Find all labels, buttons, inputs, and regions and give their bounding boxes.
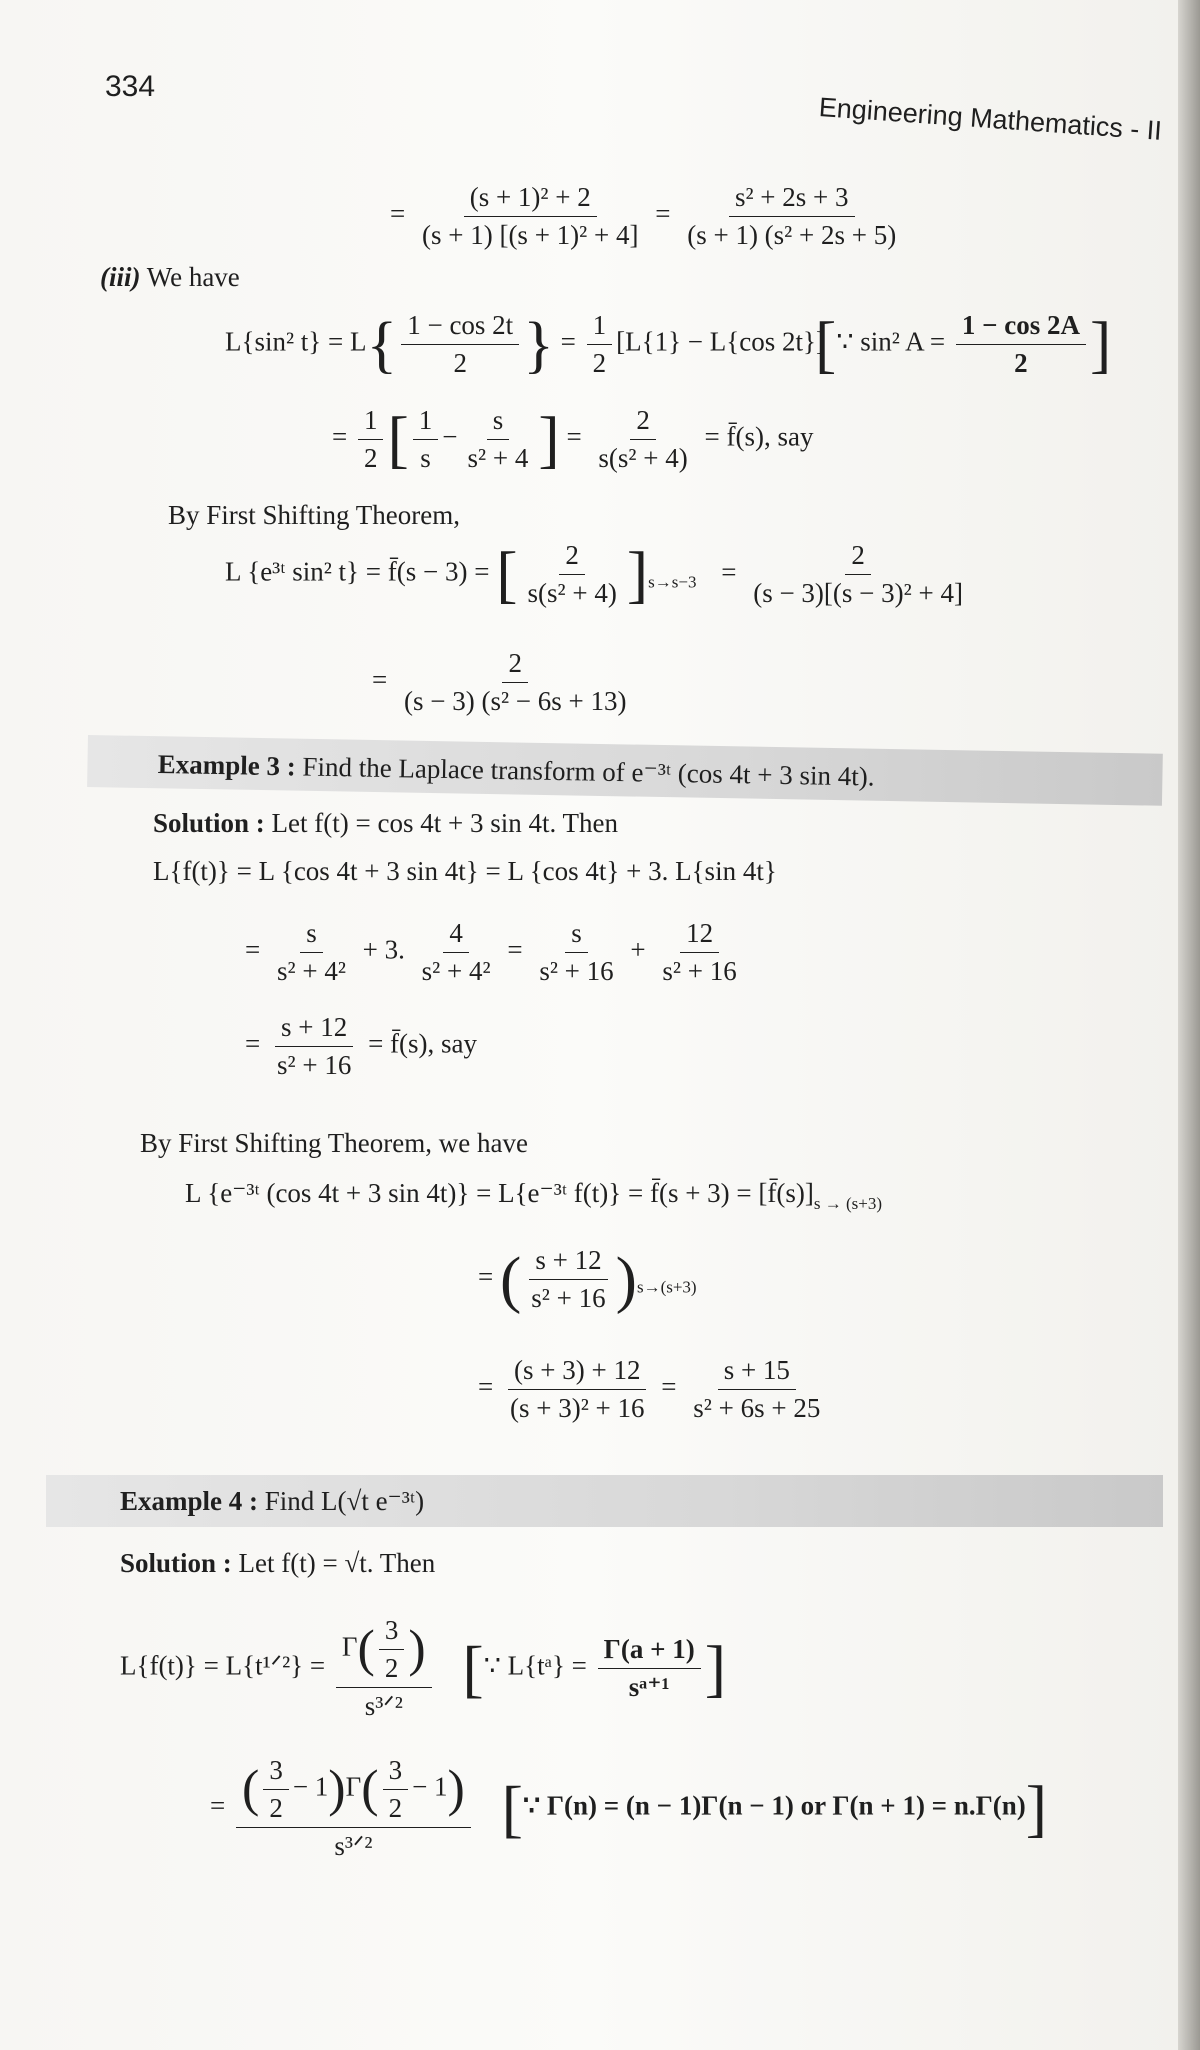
shifting-theorem-text-1: By First Shifting Theorem, (168, 500, 461, 530)
trig-identity-note: [∵ sin² A = $\frac{1 - \cos 2A}{2}$ ] (815, 308, 1112, 380)
example-4-line2: = ( $\frac{3}{2}$ − 1)Γ( $\frac{3}{2}$ − 1) s³ᐟ² [∵ Γ(n) = (n − 1)Γ(n − 1) or Γ(n + 1) = n.Γ(n)] (210, 1755, 1048, 1861)
example-3-line2: = $\frac{s}{\text{s² + 4²}}$ + 3. $\frac{4}{\text{s² + 4²}}$ = $\frac{s}{\text{s² + 16}}$ + $\frac{12}{\text{s² + 16}}$ (245, 918, 737, 986)
equation-iii-line2: = $\frac{1}{2}$ [ $\frac{1}{s}$ − $\frac{s}{\text{s² + 4}}$ ] = $\frac{2}{\text{s(s² + 4)}}$ = f̄(s), say (332, 403, 814, 475)
example-3-line3: = $\frac{s + 12}{\text{s² + 16}}$ = f̄(s), say (245, 1012, 478, 1080)
running-title: Engineering Mathematics - II (817, 92, 1163, 146)
example-3-heading: Example 3 : Find the Laplace transform of e⁻³ᵗ (cos 4t + 3 sin 4t). (157, 749, 875, 792)
example-3-line6: = $\frac{(s + 3) + 12}{\text{(s + 3)² + 16}}$ = $\frac{s + 15}{\text{s² + 6s + 25}}$ (478, 1355, 821, 1423)
equation-iii-line3: L {e³ᵗ sin² t} = f̄(s − 3) = [ $\frac{2}{\text{s(s² + 4)}}$ ]$_{s\to s-3}$ = $\frac{2}{\text{(s − 3)[(s − 3)² + 4]}}$ (225, 538, 963, 610)
example-3-line4: L {e⁻³ᵗ (cos 4t + 3 sin 4t)} = L{e⁻³ᵗ f(t)} = f̄(s + $3) = [f̄(s)]_{s \to (s+3)}$ (185, 1178, 883, 1213)
equation-ii-result: = $\frac{\text{(s + 1)² + 2}}{\text{(s + 1) [(s + 1)² + 4]}}$ = $\frac{\text{s² + 2s + 3}}{\text{(s + 1) (s² + 2s + 5)}}$ (390, 182, 897, 250)
shifting-theorem-text-2: By First Shifting Theorem, we have (140, 1128, 528, 1158)
example-4-solution-intro: Solution : Let f(t) = √t. Then (120, 1548, 436, 1578)
example-3-solution-intro: Solution : Let f(t) = cos 4t + 3 sin 4t. Then (153, 808, 618, 838)
page-edge-shadow (1178, 0, 1200, 2050)
example-4-line1: L{f(t)} = L{t¹ᐟ²} = Γ( $\frac{3}{2}$ ) s³ᐟ² [∵ L{tᵃ} = $\frac{\Gamma(a + 1)}{\text{sᵃ⁺¹}}$ ] (120, 1615, 727, 1721)
example-3-line5: = ( $\frac{s + 12}{\text{s² + 16}}$ )$_{s\to(s+3)}$ (478, 1243, 697, 1315)
equation-iii-line4: = $\frac{2}{\text{(s − 3) (s² − 6s + 13)}}$ (372, 648, 627, 716)
equation-iii-line1: L{sin² t} = L{ $\frac{1 - \cos 2t}{2}$ } = $\frac{1}{2}$ [L{1} − L{cos 2t}] (225, 308, 825, 380)
example-3-line1: L{f(t)} = L {cos 4t + 3 sin 4t} = L {cos 4t} + 3. L{sin 4t} (153, 856, 777, 886)
example-4-heading: Example 4 : Find L(√t e⁻³ᵗ) (120, 1486, 425, 1516)
part-iii-intro: (iii) We have (100, 262, 240, 292)
page-number: 334 (105, 70, 156, 103)
